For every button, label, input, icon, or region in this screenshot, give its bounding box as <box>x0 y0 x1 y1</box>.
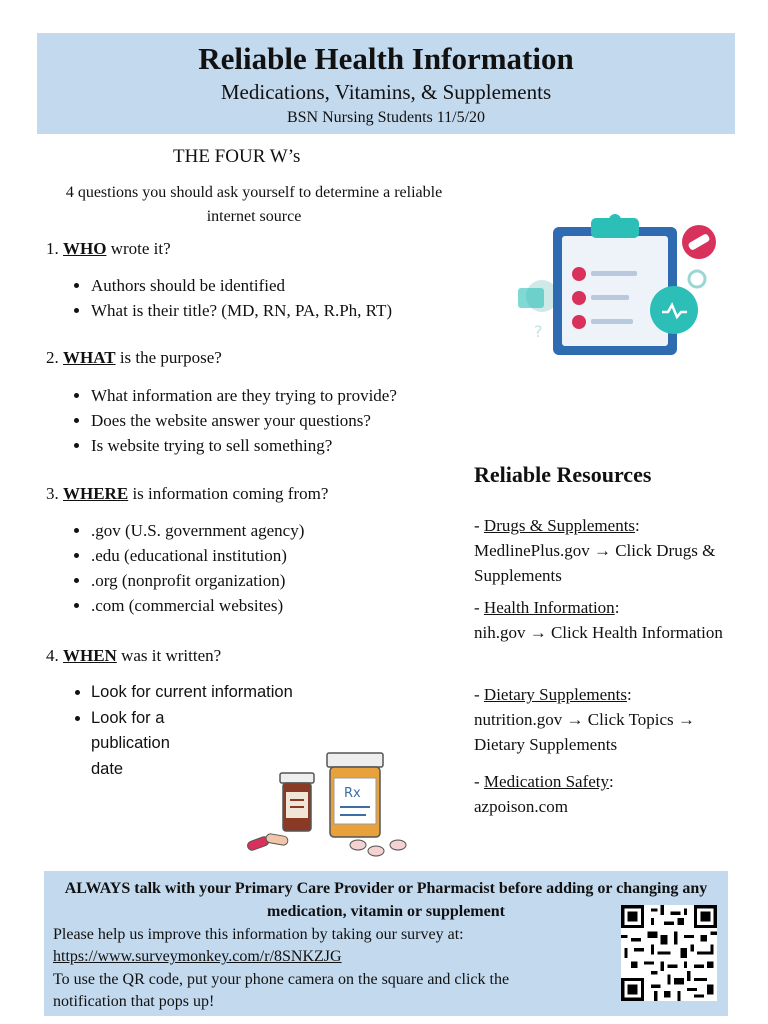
svg-text:?: ? <box>534 322 543 341</box>
resource-health: - Health Information: nih.gov → Click Health Information <box>474 598 723 642</box>
question-what <box>46 348 222 368</box>
list-item: • Is website trying to sell something? <box>91 433 397 458</box>
question-where <box>46 484 328 504</box>
question-num: 1. <box>46 239 63 258</box>
when-bullets <box>46 680 293 782</box>
resource-medsafety: - Medication Safety: azpoison.com <box>474 772 614 816</box>
survey-link[interactable]: https://www.surveymonkey.com/r/8SNKZJG <box>53 948 342 965</box>
who-bullets <box>46 273 392 323</box>
question-text: is the purpose? <box>115 348 222 367</box>
list-item: • .com (commercial websites) <box>91 593 304 618</box>
resource-text: nih.gov → Click Health Information <box>474 623 723 642</box>
clipboard-checklist-icon <box>478 180 750 390</box>
list-item: • .org (nonprofit organization) <box>91 568 304 593</box>
qr-code[interactable] <box>621 905 717 1001</box>
header-banner <box>37 33 735 134</box>
question-who <box>46 239 171 259</box>
resource-text: azpoison.com <box>474 797 568 816</box>
list-item: • .edu (educational institution) <box>91 543 304 568</box>
resource-text: nutrition.gov → Click Topics → Dietary Supplements <box>474 710 695 754</box>
resource-label[interactable]: Drugs & Supplements <box>483 516 636 535</box>
page-subtitle: Medications, Vitamins, & Supplements <box>220 80 552 104</box>
pill-bottles-icon <box>240 745 430 860</box>
list-item: • Look for a publication date <box>91 706 203 783</box>
what-bullets <box>46 383 397 458</box>
where-bullets <box>46 518 304 618</box>
resources-title: Reliable Resources <box>474 462 652 487</box>
qr-instructions: To use the QR code, put your phone camera on the square and click the <box>53 971 510 988</box>
resource-drugs: - Drugs & Supplements: MedlinePlus.gov → Click Drugs & Supplements <box>474 516 716 585</box>
list-item: • Look for current information <box>91 680 203 706</box>
question-text: wrote it? <box>106 239 171 258</box>
four-ws-intro: 4 questions you should ask yourself to determine a reliable internet source <box>65 184 443 225</box>
byline: BSN Nursing Students 11/5/20 <box>286 109 486 126</box>
question-when <box>46 646 221 666</box>
question-num: 3. <box>46 484 63 503</box>
list-item: • What information are they trying to provide? <box>91 383 397 408</box>
question-keyword: WHEN <box>63 646 117 665</box>
question-num: 2. <box>46 348 63 367</box>
resource-text: MedlinePlus.gov → Click Drugs & Supplements <box>474 541 716 585</box>
svg-text:Rx: Rx <box>344 786 361 801</box>
qr-instructions-2: notification that pops up! <box>53 993 215 1010</box>
list-item: • Authors should be identified <box>91 273 392 298</box>
footer-warning: ALWAYS talk with your Primary Care Provider or Pharmacist before adding or changing any medication, vitamin or supplement <box>64 880 708 920</box>
list-item: • Does the website answer your questions? <box>91 408 397 433</box>
question-text: was it written? <box>116 646 222 665</box>
survey-text: Please help us improve this information by taking our survey at: <box>53 926 464 943</box>
resource-dietary: - Dietary Supplements: nutrition.gov → Click Topics → Dietary Supplements <box>474 685 695 754</box>
footer-banner <box>44 871 728 1016</box>
list-item: • .gov (U.S. government agency) <box>91 518 304 543</box>
question-num: 4. <box>46 646 63 665</box>
question-keyword: WHAT <box>63 348 116 367</box>
question-text: is information coming from? <box>128 484 329 503</box>
list-item: • What is their title? (MD, RN, PA, R.Ph, RT) <box>91 298 392 323</box>
resource-label[interactable]: Dietary Supplements <box>483 685 627 704</box>
resource-label[interactable]: Health Information <box>483 598 615 617</box>
question-keyword: WHERE <box>63 484 129 503</box>
question-keyword: WHO <box>63 239 107 258</box>
page-title: Reliable Health Information <box>198 41 574 76</box>
four-ws-heading: THE FOUR W’s <box>173 146 301 167</box>
resource-label[interactable]: Medication Safety <box>483 772 610 791</box>
